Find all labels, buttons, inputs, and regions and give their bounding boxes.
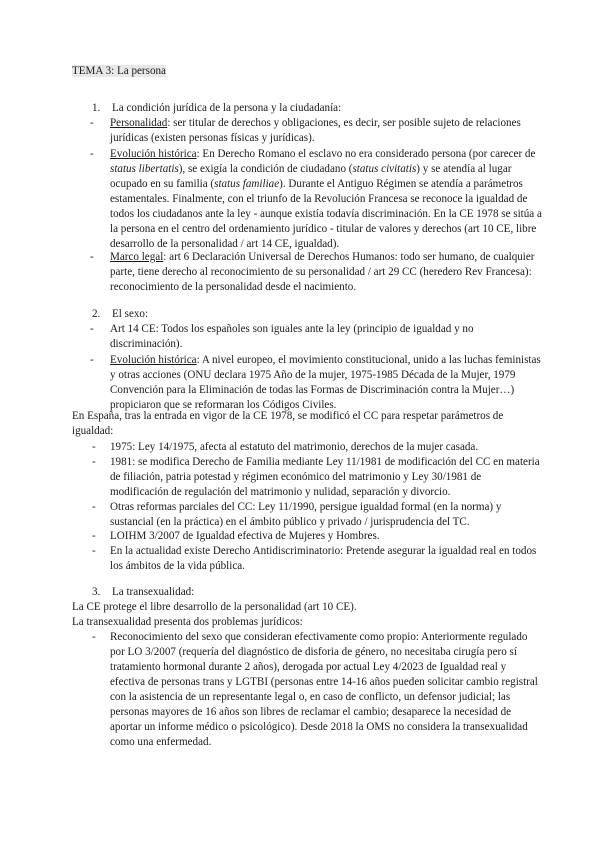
item-text: 1981: se modifica Derecho de Familia mediante Ley 11/1981 de modificación del CC en materia de filiación, patria potestad y régimen económico del matrimonio y Ley 30/1981 de modificación de regulación del matrimonio y nulidad, separación y divorcio. xyxy=(110,456,540,498)
list-item xyxy=(90,116,542,146)
item-text: ) y se atendía al lugar ocupado en su familia ( xyxy=(110,163,512,190)
section-number: 1. xyxy=(92,102,101,114)
page-title xyxy=(72,64,542,79)
term: Evolución histórica xyxy=(110,354,197,366)
bullet-dash: - xyxy=(90,251,94,263)
bullet-dash: - xyxy=(90,148,94,160)
section-heading-3 xyxy=(72,585,562,600)
item-text: : A nivel europeo, el movimiento constitucional, unido a las luchas feministas y otras acciones (ONU declara 1975 Año de la mujer, 1975-1985 Década de la Mujer, 1979 Convención para la Eliminación de todas las Formas de Discriminación contra la Mujer…) propiciaron que se reformaran los Códigos Civiles. xyxy=(110,354,541,411)
item-text: ), se exigía la condición de ciudadano ( xyxy=(178,163,353,175)
bullet-dash: - xyxy=(92,631,96,643)
section-title: La condición jurídica de la persona y la ciudadanía: xyxy=(112,102,342,114)
item-text: : ser titular de derechos y obligaciones, es decir, ser posible sujeto de relaciones jurídicas (existen personas físicas y jurídicas). xyxy=(110,117,521,144)
bullet-dash: - xyxy=(92,530,96,542)
bullet-dash: - xyxy=(90,354,94,366)
section-title: El sexo: xyxy=(112,308,149,320)
sub-list-item xyxy=(92,500,542,530)
item-text: ). Durante el Antiguo Régimen se atendía a parámetros estamentales. Finalmente, con el triunfo de la Revolución Francesa se reconoce la igualdad de todos los ciudadanos ante la ley - aunque existía todavía discriminación. En la CE 1978 se sitúa a la persona en el centro del ordenamiento jurídico - titular de valores y derechos (art 10 CE, libre desarrollo de la personalidad / art 14 CE, igualdad). xyxy=(110,178,542,250)
item-text: Otras reformas parciales del CC: Ley 11/1990, persigue igualdad formal (en la norma) y sustancial (en la práctica) en el ámbito público y privado / jurisprudencia del TC. xyxy=(110,501,502,528)
term: Personalidad xyxy=(110,117,168,129)
sub-list-item xyxy=(92,630,542,750)
item-text: LOIHM 3/2007 de Igualdad efectiva de Mujeres y Hombres. xyxy=(110,530,380,542)
item-text: : art 6 Declaración Universal de Derechos Humanos: todo ser humano, de cualquier parte, tiene derecho al reconocimiento de su personalidad / art 29 CC (heredero Rev Francesa): reconocimiento de la personalidad desde el nacimiento. xyxy=(110,251,535,293)
paragraph: La transexualidad presenta dos problemas jurídicos: xyxy=(72,616,303,628)
list-item xyxy=(90,322,542,352)
item-text: Art 14 CE: Todos los españoles son iguales ante la ley (principio de igualdad y no discriminación). xyxy=(110,323,474,350)
title-text: TEMA 3: La persona xyxy=(72,65,166,77)
item-text: 1975: Ley 14/1975, afecta al estatuto del matrimonio, derechos de la mujer casada. xyxy=(110,441,479,453)
bullet-dash: - xyxy=(90,323,94,335)
section-number: 3. xyxy=(92,586,101,598)
section-heading-1 xyxy=(72,101,562,116)
italic-term: status civitatis xyxy=(352,163,417,175)
bullet-dash: - xyxy=(90,117,94,129)
sub-list-item xyxy=(92,455,542,500)
sub-list-item xyxy=(92,440,542,455)
sub-list-item xyxy=(92,529,542,544)
item-text: En la actualidad existe Derecho Antidiscriminatorio: Pretende asegurar la igualdad real en todos los ámbitos de la vida pública. xyxy=(110,545,537,572)
italic-term: status libertatis xyxy=(110,163,179,175)
bullet-dash: - xyxy=(92,441,96,453)
section-heading-2 xyxy=(72,307,562,322)
section-number: 2. xyxy=(92,308,101,320)
list-item xyxy=(90,250,542,295)
bullet-dash: - xyxy=(92,501,96,513)
list-item xyxy=(90,147,542,252)
paragraph: En España, tras la entrada en vigor de la CE 1978, se modificó el CC para respetar parámetros de igualdad: xyxy=(72,410,504,437)
term: Evolución histórica xyxy=(110,148,197,160)
paragraph: La CE protege el libre desarrollo de la personalidad (art 10 CE). xyxy=(72,601,357,613)
term: Marco legal xyxy=(110,251,164,263)
section-title: La transexualidad: xyxy=(112,586,195,598)
item-text: Reconocimiento del sexo que consideran efectivamente como propio: Anteriormente regulado por LO 3/2007 (requería del diagnóstico de disforia de género, no necesitaba cirugía pero sí tratamiento hormonal durante 2 años), derogada por actual Ley 4/2023 de Igualdad real y efectiva de personas trans y LGTBI (personas entre 14-16 años pueden solicitar cambio registral con la asistencia de un representante legal o, en caso de conflicto, un defensor judicial; las personas mayores de 16 años son libres de reclamar el cambio; desaparece la necesidad de aportar un informe médico o psicológico). Desde 2018 la OMS no considera la transexualidad como una enfermedad. xyxy=(110,631,538,748)
bullet-dash: - xyxy=(92,456,96,468)
item-text: : En Derecho Romano el esclavo no era considerado persona (por carecer de xyxy=(196,148,536,160)
list-item xyxy=(90,353,542,413)
bullet-dash: - xyxy=(92,545,96,557)
sub-list-item xyxy=(92,544,542,574)
italic-term: status familiae xyxy=(214,178,280,190)
